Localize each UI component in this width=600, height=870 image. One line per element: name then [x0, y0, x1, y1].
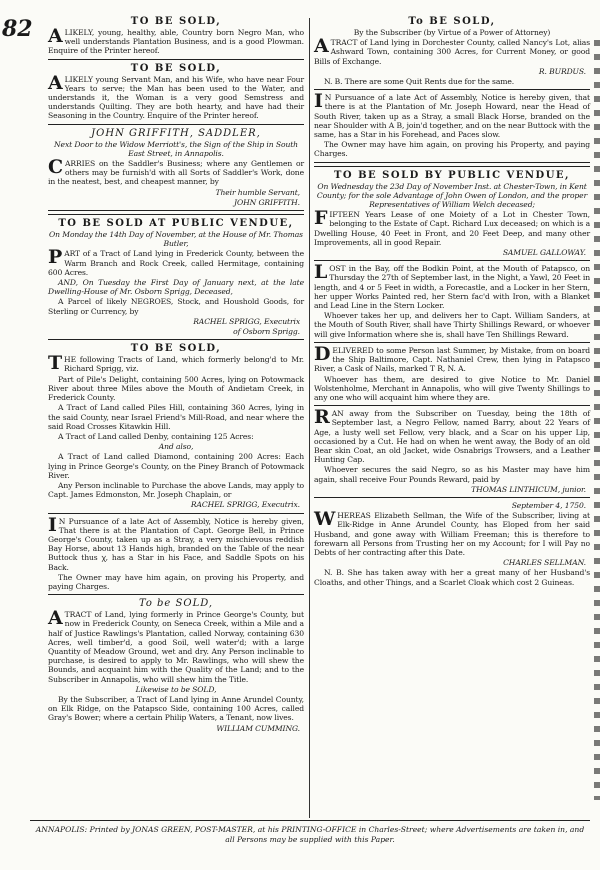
ad-body: A Tract of Land called Diamond, containing 200 Acres: Each lying in Prince George's County, on the Piney Branch of Potowmack River. [48, 452, 304, 480]
ad-body: A Parcel of likely NEGROES, Stock, and Houshold Goods, for Sterling or Currency, by [48, 297, 304, 316]
ad-body: The Owner may have him again, on proving his Property, and paying Charges. [314, 140, 590, 159]
ad-body: Whoever takes her up, and delivers her to Capt. William Sanders, at the Mouth of South River, shall have Thirty Shillings Reward, or whoever will give Information where she is, shall have Ten Shillings Reward. [314, 311, 590, 339]
ad-subheading: Next Door to the Widow Merriott's, the Sign of the Ship in South East Street, in Annapolis. [54, 139, 298, 158]
divider [314, 342, 590, 343]
ad-body: Part of Pile's Delight, containing 500 Acres, lying on Potowmack River about three Miles above the Mouth of Andietam Creek, in Frederick County. [48, 374, 304, 403]
ad-body: ALIKELY, young, healthy, able, Country born Negro Man, who well understands Plantation Business, and is a good Plowman. Enquire of the Printer hereof. [48, 25, 304, 56]
divider [48, 124, 304, 125]
page-number: 82 [2, 16, 33, 42]
ad-negro-man [48, 16, 304, 56]
ad-body: The Owner may have him again, on proving his Property, and paying Charges. [48, 572, 304, 591]
ad-date: September 4, 1750. [511, 500, 586, 510]
ad-sellman-notice [314, 501, 590, 587]
ad-body: A Tract of Land called Denby, containing 125 Acres: [58, 431, 254, 441]
ad-lost-yawl [314, 261, 590, 339]
divider [314, 162, 590, 167]
ad-heading: To BE SOLD, [408, 16, 496, 27]
ad-body: IN Pursuance of a late Act of Assembly, Notice is hereby given, That there is at the Plantation of Capt. George Bell, in Prince George's County, taken up as a Stray, a very mischievous reddish Bay Horse, about 13 Hands high, branded on the Table of the near Buttock thus ꭓ, has a Star in his Face, and Saddle Spots on his Back. [48, 513, 304, 572]
ad-body: By the Subscriber, a Tract of Land lying in Anne Arundel County, on Elk Ridge, on the Patapsco Side, containing 100 Acres, called Gray's Bower; where a certain Philip Waters, a Tenant, now lives. [48, 694, 304, 723]
ad-heading: TO BE SOLD BY PUBLIC VENDUE, [333, 169, 571, 181]
ad-heading: To be SOLD, [138, 598, 214, 610]
page-edge-shadow [594, 40, 600, 800]
column-divider [309, 18, 310, 818]
ad-signature: JOHN GRIFFITH. [234, 197, 300, 207]
divider [48, 339, 304, 340]
ad-body: CARRIES on the Saddler's Business; where any Gentlemen or others may be furnish'd with all Sorts of Saddler's Work, done in the neatest, best, and cheapest manner, by [48, 156, 304, 187]
ad-body: DELIVERED to some Person last Summer, by Mistake, from on board the Ship Baltimore, Capt. Nathaniel Crew, then lying in Patapsco River, a Cask of Nails, marked T R, N. A. [314, 342, 590, 374]
ad-signature: WILLIAM CUMMING. [216, 723, 300, 733]
ad-signature: THOMAS LINTHICUM, junior. [471, 484, 586, 494]
ad-dorchester-tract [314, 16, 590, 86]
ad-body: RAN away from the Subscriber on Tuesday, being the 18th of September last, a Negro Fellow, named Barry, about 22 Years of Age, a lusty well set Fellow, very black, and a Scar on his upper Lip, occasioned by a Cut. He had on when he went away, the Body of an old Bear skin Coat, an old Jacket, wide Osnabrigs Trowsers, and a Leather Hunting Cap. [314, 406, 590, 465]
right-column [314, 14, 590, 588]
ad-stray-horse-howard [314, 90, 590, 159]
ad-body: FIFTEEN Years Lease of one Moiety of a Lot in Chester Town, belonging to the Estate of Capt. Richard Lux deceased; on which is a Dwelling House, 40 Feet in Front, and 20 Feet Deep, and many other Improvements, all in good Repair. [314, 207, 590, 247]
divider [48, 59, 304, 60]
ad-heading: TO BE SOLD, [130, 16, 222, 27]
ad-subheading: On Monday the 14th Day of November, at the House of Mr. Thomas Butler, [49, 230, 303, 249]
divider [48, 594, 304, 595]
imprint-footer: ANNAPOLIS: Printed by JONAS GREEN, POST-MASTER, at his PRINTING-OFFICE in Charles-Street; where Advertisements are taken in, and all Persons may be supplied with this Paper. [30, 820, 590, 845]
ad-subheading: By the Subscriber (by Virtue of a Power of Attorney) [353, 28, 551, 37]
ad-signature: RACHEL SPRIGG, Executrix [193, 316, 300, 326]
ad-norway-tract [48, 598, 304, 733]
ad-saddler [48, 128, 304, 207]
ad-stray-horse-bell [48, 513, 304, 592]
ad-runaway [314, 406, 590, 494]
ad-note: N. B. There are some Quit Rents due for the same. [324, 77, 515, 87]
ad-body: Likewise to be SOLD, [135, 684, 217, 694]
ad-cask-of-nails [314, 342, 590, 402]
ad-body: THE following Tracts of Land, which formerly belong'd to Mr. Richard Sprigg, viz. [48, 352, 304, 375]
ad-public-vendue [48, 218, 304, 336]
ad-body: PART of a Tract of Land lying in Frederick County, between the Warm Branch and Rock Creek, called Hermitage, containing 600 Acres. [48, 246, 304, 277]
ad-signature: R. BURDUS. [538, 66, 586, 76]
ad-heading: TO BE SOLD AT PUBLIC VENDUE, [58, 218, 294, 230]
ad-tracts-of-land [48, 343, 304, 509]
ad-body: Whoever has them, are desired to give Notice to Mr. Daniel Wolstenholme, Merchant in Annapolis, who will give Twenty Shillings to any one who will acquaint him where they are. [314, 374, 590, 402]
ad-body: IN Pursuance of a late Act of Assembly, Notice is hereby given, that there is at the Plantation of Mr. Joseph Howard, near the Head of South River, taken up as a Stray, a small Black Horse, branded on the near Shoulder with A B, join'd together, and on the near Buttock with the same, has a Star in his Forehead, and Paces slow. [314, 90, 590, 140]
ad-body: ATRACT of Land lying in Dorchester County, called Nancy's Lot, alias Ashward Town, containing 300 Acres, for Current Money, or good Bills of Exchange. [314, 35, 590, 66]
ad-body: Whoever secures the said Negro, so as his Master may have him again, shall receive Four Pounds Reward, paid by [314, 465, 590, 484]
divider [314, 89, 590, 90]
ad-body: ATRACT of Land, lying formerly in Prince George's County, but now in Frederick County, on Seneca Creek, within a Mile and a half of Justice Rawlings's Plantation, called Norway, containing 630 Acres, well timber'd, a good Soil, well water'd; with a large Quantity of Meadow Ground, wet and dry. Any Person inclinable to purchase, is desired to apply to Mr. Rawlings, who will shew the Bounds, and acquaint him with the Quality of the Land; and to the Subscriber in Annapolis, who will shew him the Title. [48, 607, 304, 684]
divider [314, 260, 590, 261]
ad-heading: JOHN GRIFFITH, SADDLER, [91, 127, 261, 139]
divider [314, 405, 590, 406]
ad-body: A Tract of Land called Piles Hill, containing 360 Acres, lying in the said County, near Israel Friend's Mill-Road, and near where the said Road Crosses Kitawkin Hill. [48, 403, 304, 431]
ad-closing: Their humble Servant, [215, 187, 300, 197]
ad-signature: RACHEL SPRIGG, Executrix. [190, 500, 300, 510]
ad-body: LOST in the Bay, off the Bodkin Point, at the Mouth of Patapsco, on Thursday the 27th of September last, in the Night, a Yawl, 20 Feet in length, and 4 or 5 Feet in width, a Forecastle, and a Locker in her Stern, her upper Works Painted red, her Stern fac'd with Iron, with a Blanket and Lead Line in the Stern Locker. [314, 261, 590, 311]
ad-body: Any Person inclinable to Purchase the above Lands, may apply to Capt. James Edmonston, Mr. Joseph Chaplain, or [48, 480, 304, 500]
ad-body: ALIKELY young Servant Man, and his Wife, who have near Four Years to serve; the Man has been used to the Water, and understands it, the Woman is a very good Semstress and understands Quilting. They are both hearty, and have had their Seasoning in the Country. Enquire of the Printer hereof. [48, 71, 304, 121]
ad-subheading: On Wednesday the 23d Day of November Inst. at Chester-Town, in Kent County; for the sole Advantage of John Owen of London, and the proper Representatives of William Welch deceased; [316, 181, 588, 210]
ad-note: N. B. She has taken away with her a great many of her Husband's Cloaths, and other Things, and a Scarlet Cloak which cost 2 Guineas. [314, 568, 590, 587]
ad-signature: of Osborn Sprigg. [233, 327, 300, 337]
ad-body: WHEREAS Elizabeth Sellman, the Wife of the Subscriber, living at Elk-Ridge in Anne Arundel County, has Eloped from her said Husband, and gone away with William Freeman; this is therefore to forewarn all Persons from Trusting her on my Account; for I will Pay no Debts of her contracting after this Date. [314, 508, 590, 557]
ad-heading: TO BE SOLD, [130, 62, 222, 74]
divider [48, 210, 304, 215]
divider [314, 497, 590, 498]
divider [48, 513, 304, 514]
ad-servant-man [48, 63, 304, 121]
ad-chester-town-lease [314, 170, 590, 258]
ad-signature: CHARLES SELLMAN. [503, 558, 586, 568]
left-column [48, 14, 304, 734]
ad-body: And also, [158, 442, 194, 452]
ad-heading: TO BE SOLD, [130, 343, 222, 355]
ad-body: AND, On Tuesday the First Day of January next, at the late Dwelling-House of Mr. Osborn Sprigg, Deceased, [48, 278, 304, 297]
ad-signature: SAMUEL GALLOWAY. [502, 248, 586, 258]
